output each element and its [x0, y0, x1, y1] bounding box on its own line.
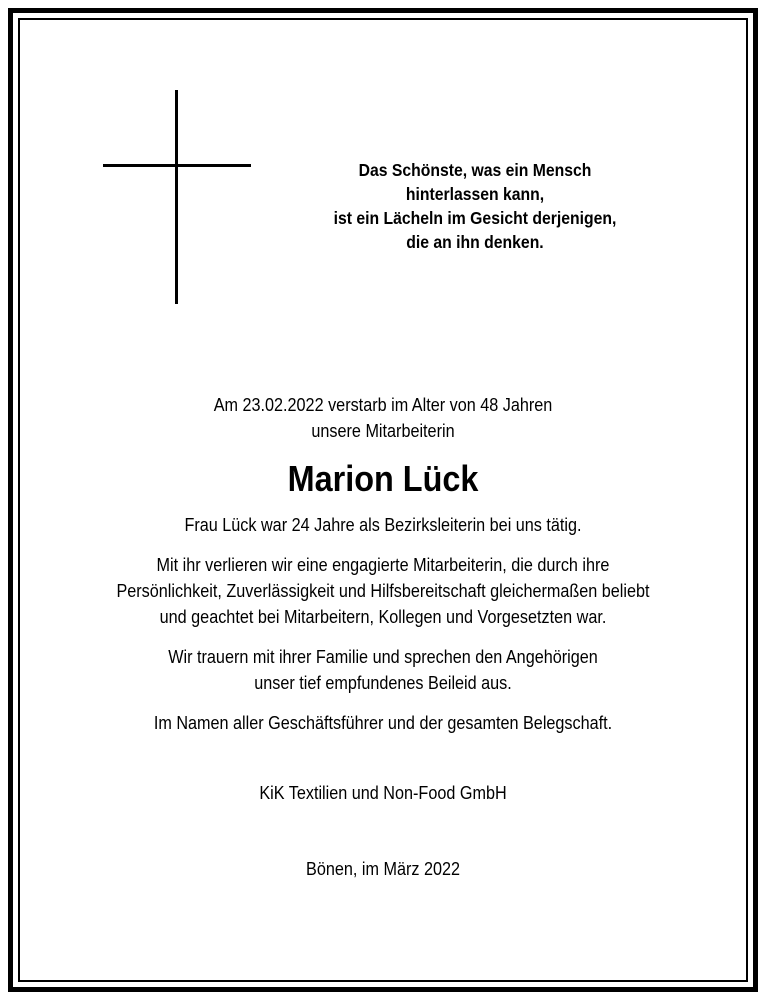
- cross-horizontal-bar: [103, 164, 251, 167]
- death-announcement: Am 23.02.2022 verstarb im Alter von 48 Jahren: [213, 395, 553, 415]
- relation-line: unsere Mitarbeiterin: [311, 421, 455, 441]
- tribute-line: Persönlichkeit, Zuverlässigkeit und Hilfsbereitschaft gleichermaßen beliebt: [116, 581, 650, 601]
- condolence-line: Wir trauern mit ihrer Familie und sprechen den Angehörigen: [168, 647, 598, 667]
- cross-vertical-bar: [175, 90, 178, 304]
- tribute-line: und geachtet bei Mitarbeitern, Kollegen und Vorgesetzten war.: [159, 607, 607, 627]
- memorial-quote: [309, 158, 642, 254]
- tenure-statement: Frau Lück war 24 Jahre als Bezirksleiterin bei uns tätig.: [184, 515, 582, 535]
- place-date: Bönen, im März 2022: [306, 859, 460, 879]
- company-name: KiK Textilien und Non-Food GmbH: [259, 783, 507, 803]
- obituary-body: [30, 392, 736, 882]
- quote-line: hinterlassen kann,: [405, 184, 545, 204]
- tribute-line: Mit ihr verlieren wir eine engagierte Mitarbeiterin, die durch ihre: [156, 555, 610, 575]
- signoff-line: Im Namen aller Geschäftsführer und der gesamten Belegschaft.: [153, 713, 613, 733]
- deceased-name: Marion Lück: [287, 458, 479, 499]
- quote-line: Das Schönste, was ein Mensch: [358, 160, 592, 180]
- quote-line: die an ihn denken.: [406, 232, 544, 252]
- quote-line: ist ein Lächeln im Gesicht derjenigen,: [333, 208, 617, 228]
- condolence-line: unser tief empfundenes Beileid aus.: [254, 673, 512, 693]
